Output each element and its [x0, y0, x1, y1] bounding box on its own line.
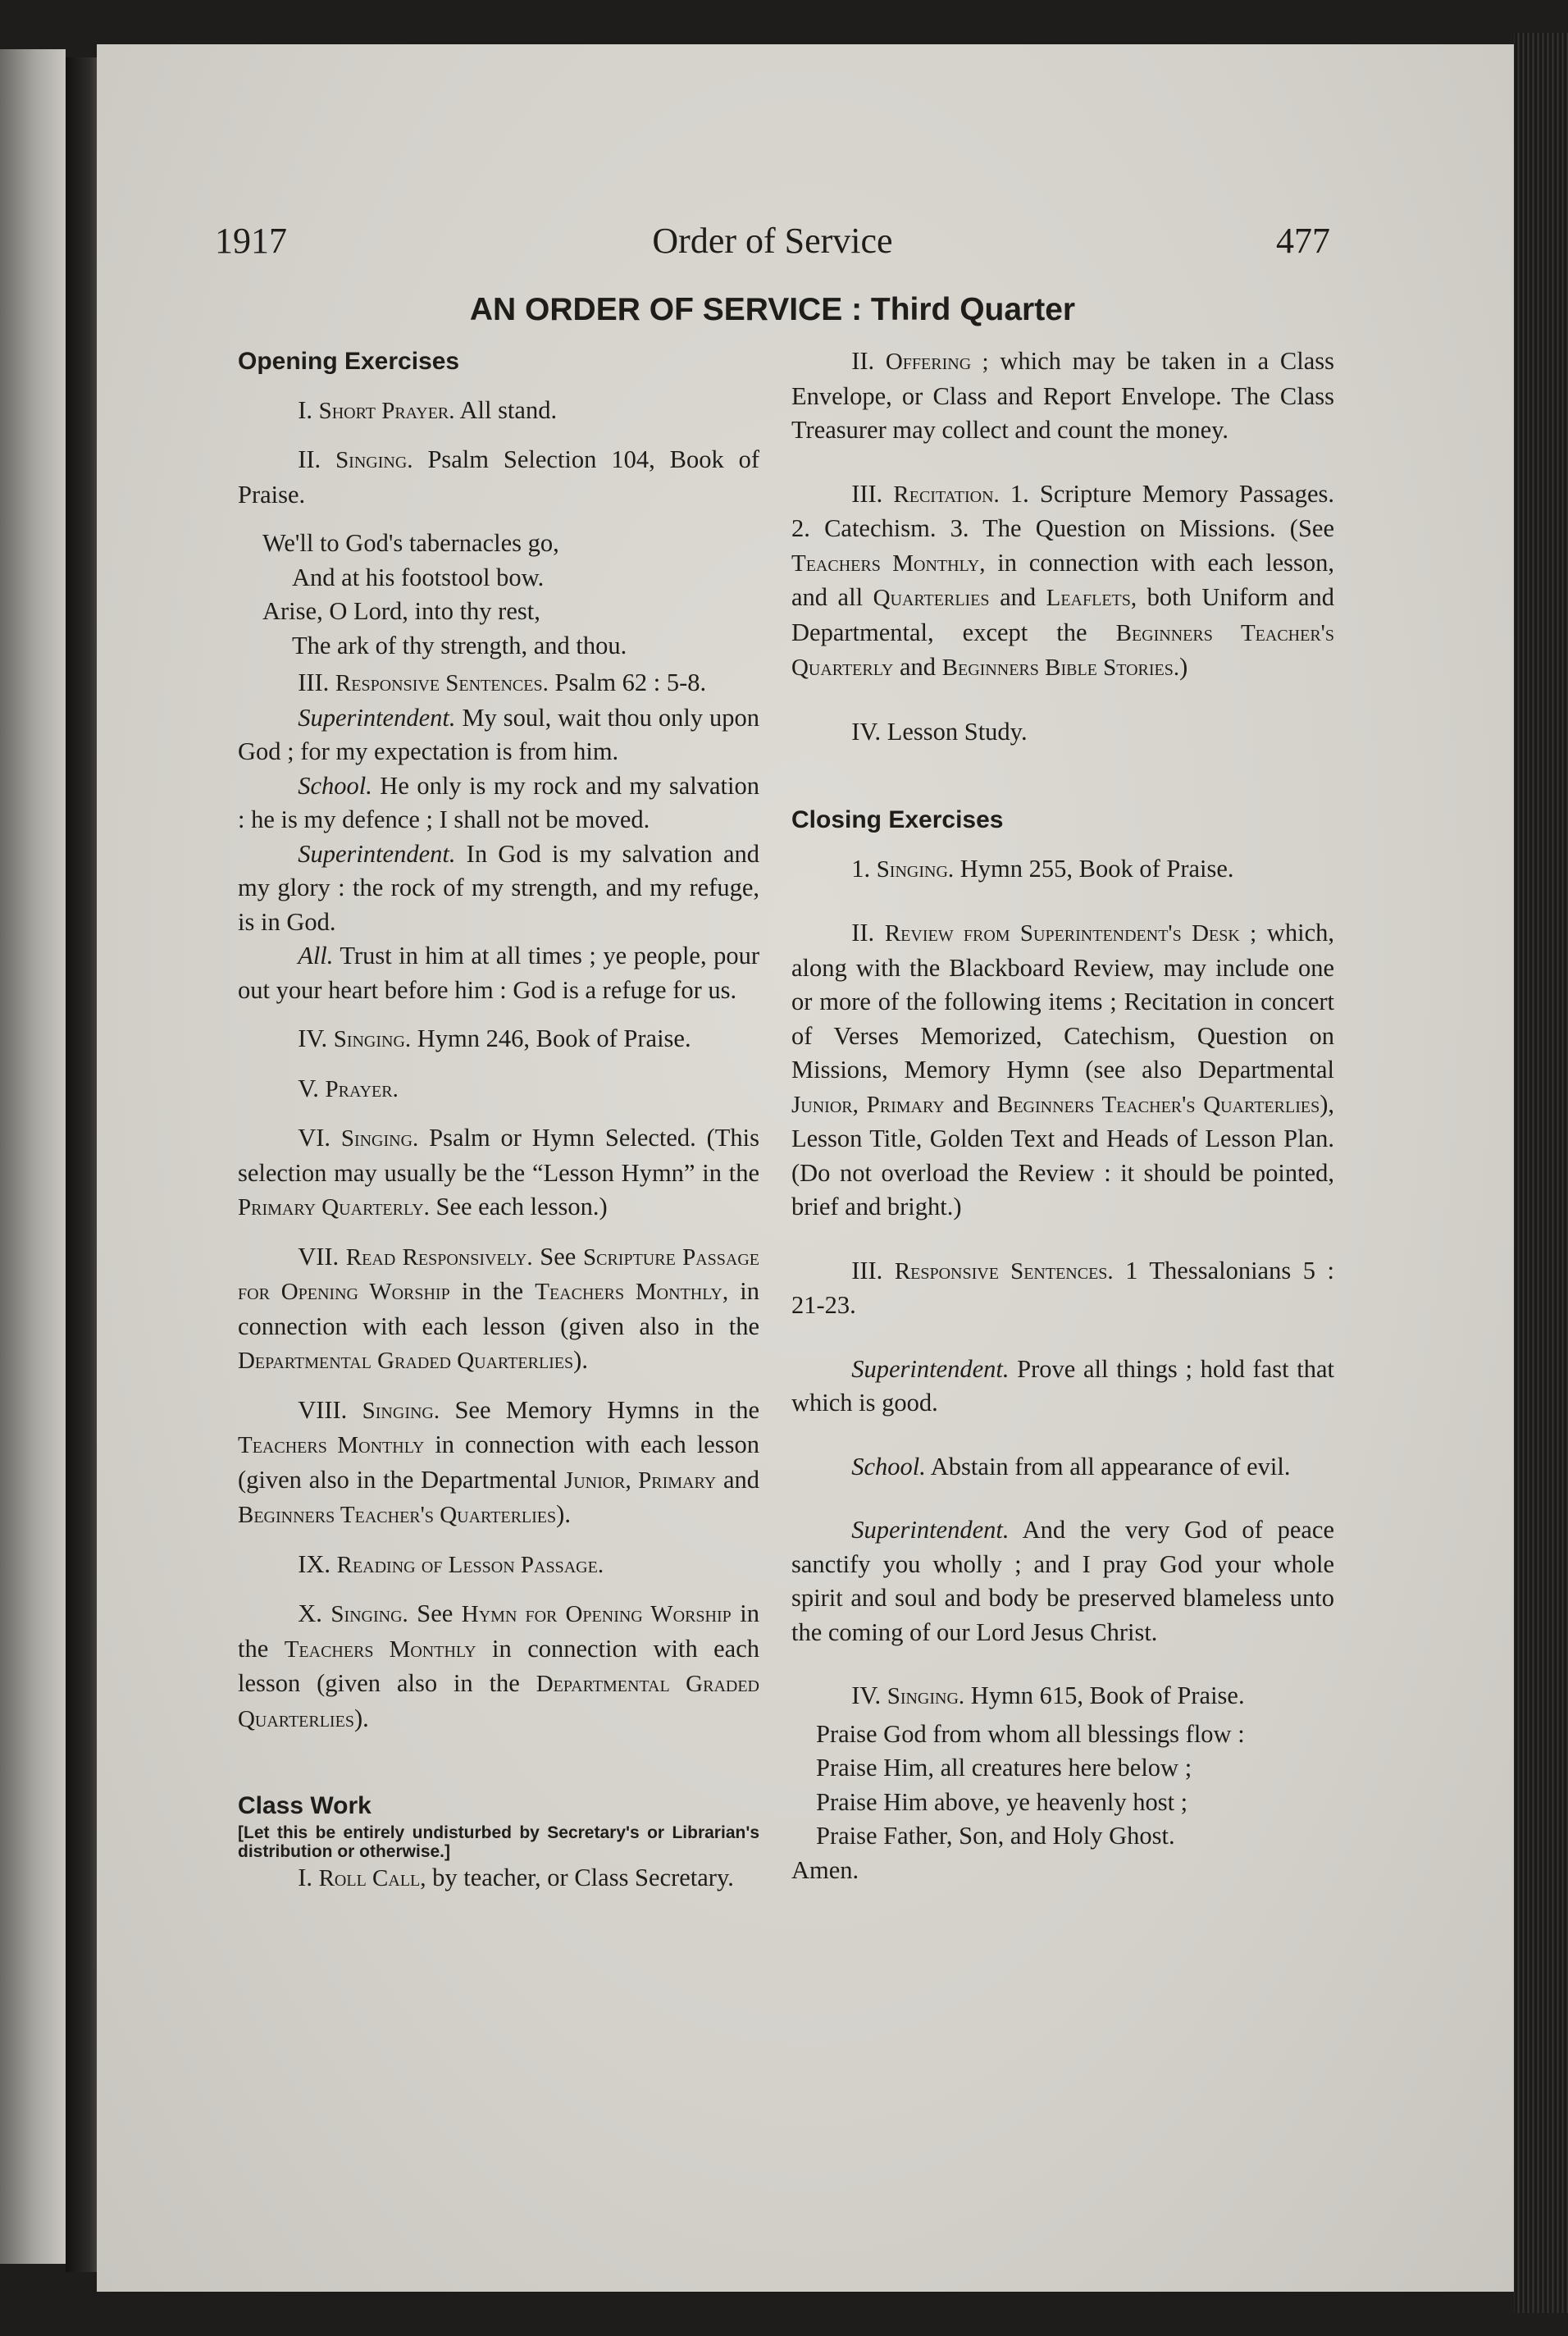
item-text: in connection with each lesson (given also in the	[238, 1634, 760, 1697]
item-text: ).	[573, 1346, 588, 1374]
publication-name: Teachers Monthly	[284, 1636, 476, 1663]
item-title: Singing.	[340, 1125, 419, 1152]
item-text: which may be taken in a Class Envelope, or Class and Report Envelope. The Class Treasurer may collect and count the money.	[791, 347, 1335, 444]
main-title: AN ORDER OF SERVICE : Third Quarter	[469, 292, 1076, 327]
book-gutter	[66, 57, 100, 2272]
publication-name: Leaflets,	[1046, 585, 1137, 611]
item-title: Singing.	[362, 1397, 440, 1424]
item-number: I.	[298, 1863, 312, 1891]
hymn-line: Praise Him above, ye heavenly host ;	[816, 1787, 1188, 1816]
item-text: and	[1000, 583, 1037, 611]
item-title: Responsive Sentences.	[894, 1257, 1114, 1284]
item-text: )	[1179, 653, 1188, 681]
item-number: II.	[298, 445, 321, 473]
item-text: in the	[461, 1277, 524, 1305]
responsive-sentence	[791, 1513, 1334, 1649]
item-text: and	[722, 1465, 760, 1494]
opening-item-9	[238, 1548, 759, 1583]
item-title: Review from Superintendent's Desk ;	[884, 920, 1257, 947]
publication-name: Beginners Teacher's Quarterlies	[997, 1091, 1320, 1118]
item-title: Roll Call,	[318, 1864, 426, 1891]
doxology-hymn	[791, 1718, 1334, 1854]
verse-line: The ark of thy strength, and thou.	[292, 631, 627, 659]
item-text: Lesson Study.	[887, 717, 1028, 746]
hymn-line: Praise God from whom all blessings flow :	[816, 1719, 1245, 1748]
item-text: Hymn 246, Book of Praise.	[417, 1024, 691, 1052]
verse-line: Arise, O Lord, into thy rest,	[262, 597, 540, 625]
publication-name: Teachers Monthly	[238, 1432, 425, 1458]
item-number: VIII.	[298, 1395, 348, 1424]
publication-name: Teachers Monthly,	[791, 550, 986, 577]
item-number: IX.	[298, 1549, 330, 1578]
item-title: Singing.	[876, 855, 955, 883]
responsive-sentence	[791, 1450, 1334, 1485]
running-header	[215, 220, 1330, 277]
opening-item-4	[238, 1022, 759, 1057]
speaker: Superintendent.	[851, 1354, 1010, 1383]
publication-name: Hymn for Opening Worship	[461, 1601, 732, 1627]
item-title: Reading of Lesson Passage.	[336, 1551, 604, 1578]
closing-item-2	[791, 916, 1334, 1225]
item-title: Singing.	[335, 447, 413, 473]
item-text: ), Lesson Title, Golden Text and Heads of Lesson Plan. (Do not overload the Review : it should be pointed, brief and bright.)	[791, 1089, 1334, 1220]
publication-name: Beginners Bible Stories.	[941, 655, 1180, 681]
responsive-sentence	[238, 769, 759, 837]
opening-item-8	[238, 1394, 759, 1533]
closing-item-4	[791, 1679, 1334, 1714]
sentence-text: Abstain from all appearance of evil.	[930, 1452, 1291, 1481]
hymn-line: Praise Father, Son, and Holy Ghost.	[816, 1822, 1175, 1850]
verse-line: We'll to God's tabernacles go,	[262, 529, 559, 557]
right-column	[791, 344, 1334, 1887]
page-number: 477	[1276, 221, 1330, 261]
item-text: and	[900, 653, 937, 681]
item-text: See each lesson.)	[435, 1193, 608, 1220]
item-number: IV.	[298, 1024, 328, 1052]
left-column	[238, 344, 759, 1896]
item-text: Psalm Selection 104, Book of Praise.	[238, 445, 760, 509]
speaker: School.	[851, 1452, 926, 1481]
item-text: Hymn 255, Book of Praise.	[959, 854, 1234, 883]
class-work-heading: Class Work	[238, 1792, 371, 1819]
item-text: in the	[238, 1599, 760, 1663]
item-number: IV.	[851, 1681, 882, 1709]
item-text: All stand.	[459, 395, 558, 424]
publication-name: Beginners Teacher's Quarterly	[791, 619, 1335, 681]
item-text: in connection with each lesson (given also in the	[238, 1277, 760, 1340]
class-work-note: [Let this be entirely undisturbed by Secretary's or Librarian's distribution or otherwise.]	[238, 1823, 759, 1861]
item-text: 1 Thessalonians 5 : 21-23.	[791, 1256, 1334, 1319]
item-number: VI.	[298, 1124, 330, 1152]
opening-item-2	[238, 443, 759, 512]
item-title: Singing.	[330, 1601, 408, 1627]
item-text: See	[417, 1599, 454, 1627]
sentence-text: Prove all things ; hold fast that which is good.	[791, 1354, 1335, 1417]
item-text: ).	[353, 1704, 369, 1732]
closing-item-3	[791, 1254, 1334, 1323]
item-text: in connection with each lesson (given also in the Departmental	[238, 1430, 759, 1494]
item-title: Singing.	[887, 1683, 965, 1709]
responsive-sentence	[238, 837, 759, 940]
sentence-text: Trust in him at all times ; ye people, pour out your heart before him : God is a refuge for us.	[238, 942, 759, 1004]
opening-exercises-heading: Opening Exercises	[238, 348, 460, 375]
item-text: ).	[556, 1500, 571, 1528]
item-text: Psalm or Hymn Selected. (This selection may usually be the “Lesson Hymn” in the	[238, 1124, 760, 1187]
publication-name: Scripture Passage for Opening Worship	[238, 1243, 760, 1305]
class-work-item-4	[791, 715, 1334, 750]
item-text: See Memory Hymns in the	[454, 1395, 759, 1424]
sentence-text: And the very God of peace sanctify you wholly ; and I pray God your whole spirit and soul and body be preserved blameless unto the coming of our Lord Jesus Christ.	[791, 1516, 1334, 1646]
speaker: All.	[298, 942, 334, 970]
opening-item-6	[238, 1121, 759, 1225]
sentence-text: He only is my rock and my salvation : he is my defence ; I shall not be moved.	[238, 771, 759, 833]
page-stack-edge	[1514, 33, 1568, 2313]
publication-name: Primary Quarterly.	[238, 1194, 430, 1220]
item-number: I.	[298, 395, 312, 424]
publication-name: Departmental Graded Quarterlies	[238, 1348, 574, 1374]
item-title: Prayer.	[325, 1075, 399, 1102]
closing-exercises-heading: Closing Exercises	[791, 806, 1004, 833]
responsive-sentence	[791, 1353, 1334, 1421]
item-number: IV.	[851, 717, 882, 746]
hymn-line: Praise Him, all creatures here below ;	[816, 1754, 1192, 1782]
verse-line: And at his footstool bow.	[292, 563, 545, 591]
item-text: by teacher, or Class Secretary.	[432, 1863, 734, 1891]
item-number: III.	[851, 479, 883, 508]
item-number: V.	[298, 1074, 319, 1102]
publication-name: Junior, Primary	[563, 1467, 717, 1494]
header-title: Order of Service	[652, 221, 893, 261]
item-title: Short Prayer.	[318, 397, 455, 424]
responsive-sentence	[238, 701, 759, 769]
publication-name: Beginners Teacher's Quarterlies	[238, 1502, 557, 1528]
item-title: Responsive Sentences.	[335, 670, 549, 696]
item-number: III.	[851, 1256, 883, 1284]
opening-item-5	[238, 1072, 759, 1107]
header-year: 1917	[215, 221, 287, 261]
responsive-sentence	[238, 939, 759, 1007]
item-number: III.	[298, 668, 330, 696]
psalm-verse	[238, 527, 759, 663]
opening-item-1	[238, 394, 759, 429]
item-number: II.	[851, 919, 875, 947]
item-text: and	[952, 1089, 989, 1118]
item-text: both Uniform and Departmental, except the	[791, 583, 1335, 646]
opening-item-3	[238, 666, 759, 701]
class-work-item-3	[791, 477, 1334, 686]
class-work-item-1	[238, 1861, 759, 1896]
item-text: Psalm 62 : 5-8.	[554, 668, 707, 696]
facing-page-edge	[0, 49, 66, 2264]
opening-item-7	[238, 1240, 759, 1379]
closing-item-1	[791, 852, 1334, 887]
speaker: Superintendent.	[851, 1516, 1010, 1544]
item-number: 1.	[851, 854, 871, 883]
item-text: which, along with the Blackboard Review, may include one or more of the following items ; Recitation in concert of Verses Memorized, Catechism, Question on Missions, Memory Hymn (see also Departmental	[791, 919, 1335, 1084]
item-title: Read Responsively.	[345, 1243, 533, 1271]
speaker: Superintendent.	[298, 839, 456, 868]
publication-name: Departmental Graded Quarterlies	[238, 1671, 759, 1732]
item-number: X.	[298, 1599, 322, 1627]
publication-name: Teachers Monthly,	[535, 1279, 729, 1305]
sentence-text: In God is my salvation and my glory : the rock of my strength, and my refuge, is in God.	[238, 839, 759, 936]
item-text: in connection with each lesson, and all	[791, 548, 1334, 611]
item-title: Recitation.	[893, 481, 1000, 508]
publication-name: Quarterlies	[873, 585, 990, 611]
item-text: Hymn 615, Book of Praise.	[970, 1681, 1245, 1709]
item-title: Offering ;	[885, 349, 989, 375]
item-number: VII.	[298, 1242, 340, 1271]
opening-item-10	[238, 1597, 759, 1736]
item-number: II.	[851, 347, 875, 375]
sentence-text: My soul, wait thou only upon God ; for my expectation is from him.	[238, 703, 760, 765]
publication-name: Junior, Primary	[791, 1091, 945, 1118]
item-text: 1. Scripture Memory Passages. 2. Catechism. 3. The Question on Missions. (See	[791, 479, 1334, 542]
item-title: Singing.	[333, 1026, 412, 1052]
amen: Amen.	[791, 1855, 859, 1884]
speaker: School.	[298, 771, 372, 800]
speaker: Superintendent.	[298, 703, 456, 732]
class-work-item-2	[791, 344, 1334, 448]
item-text: See	[540, 1242, 577, 1271]
